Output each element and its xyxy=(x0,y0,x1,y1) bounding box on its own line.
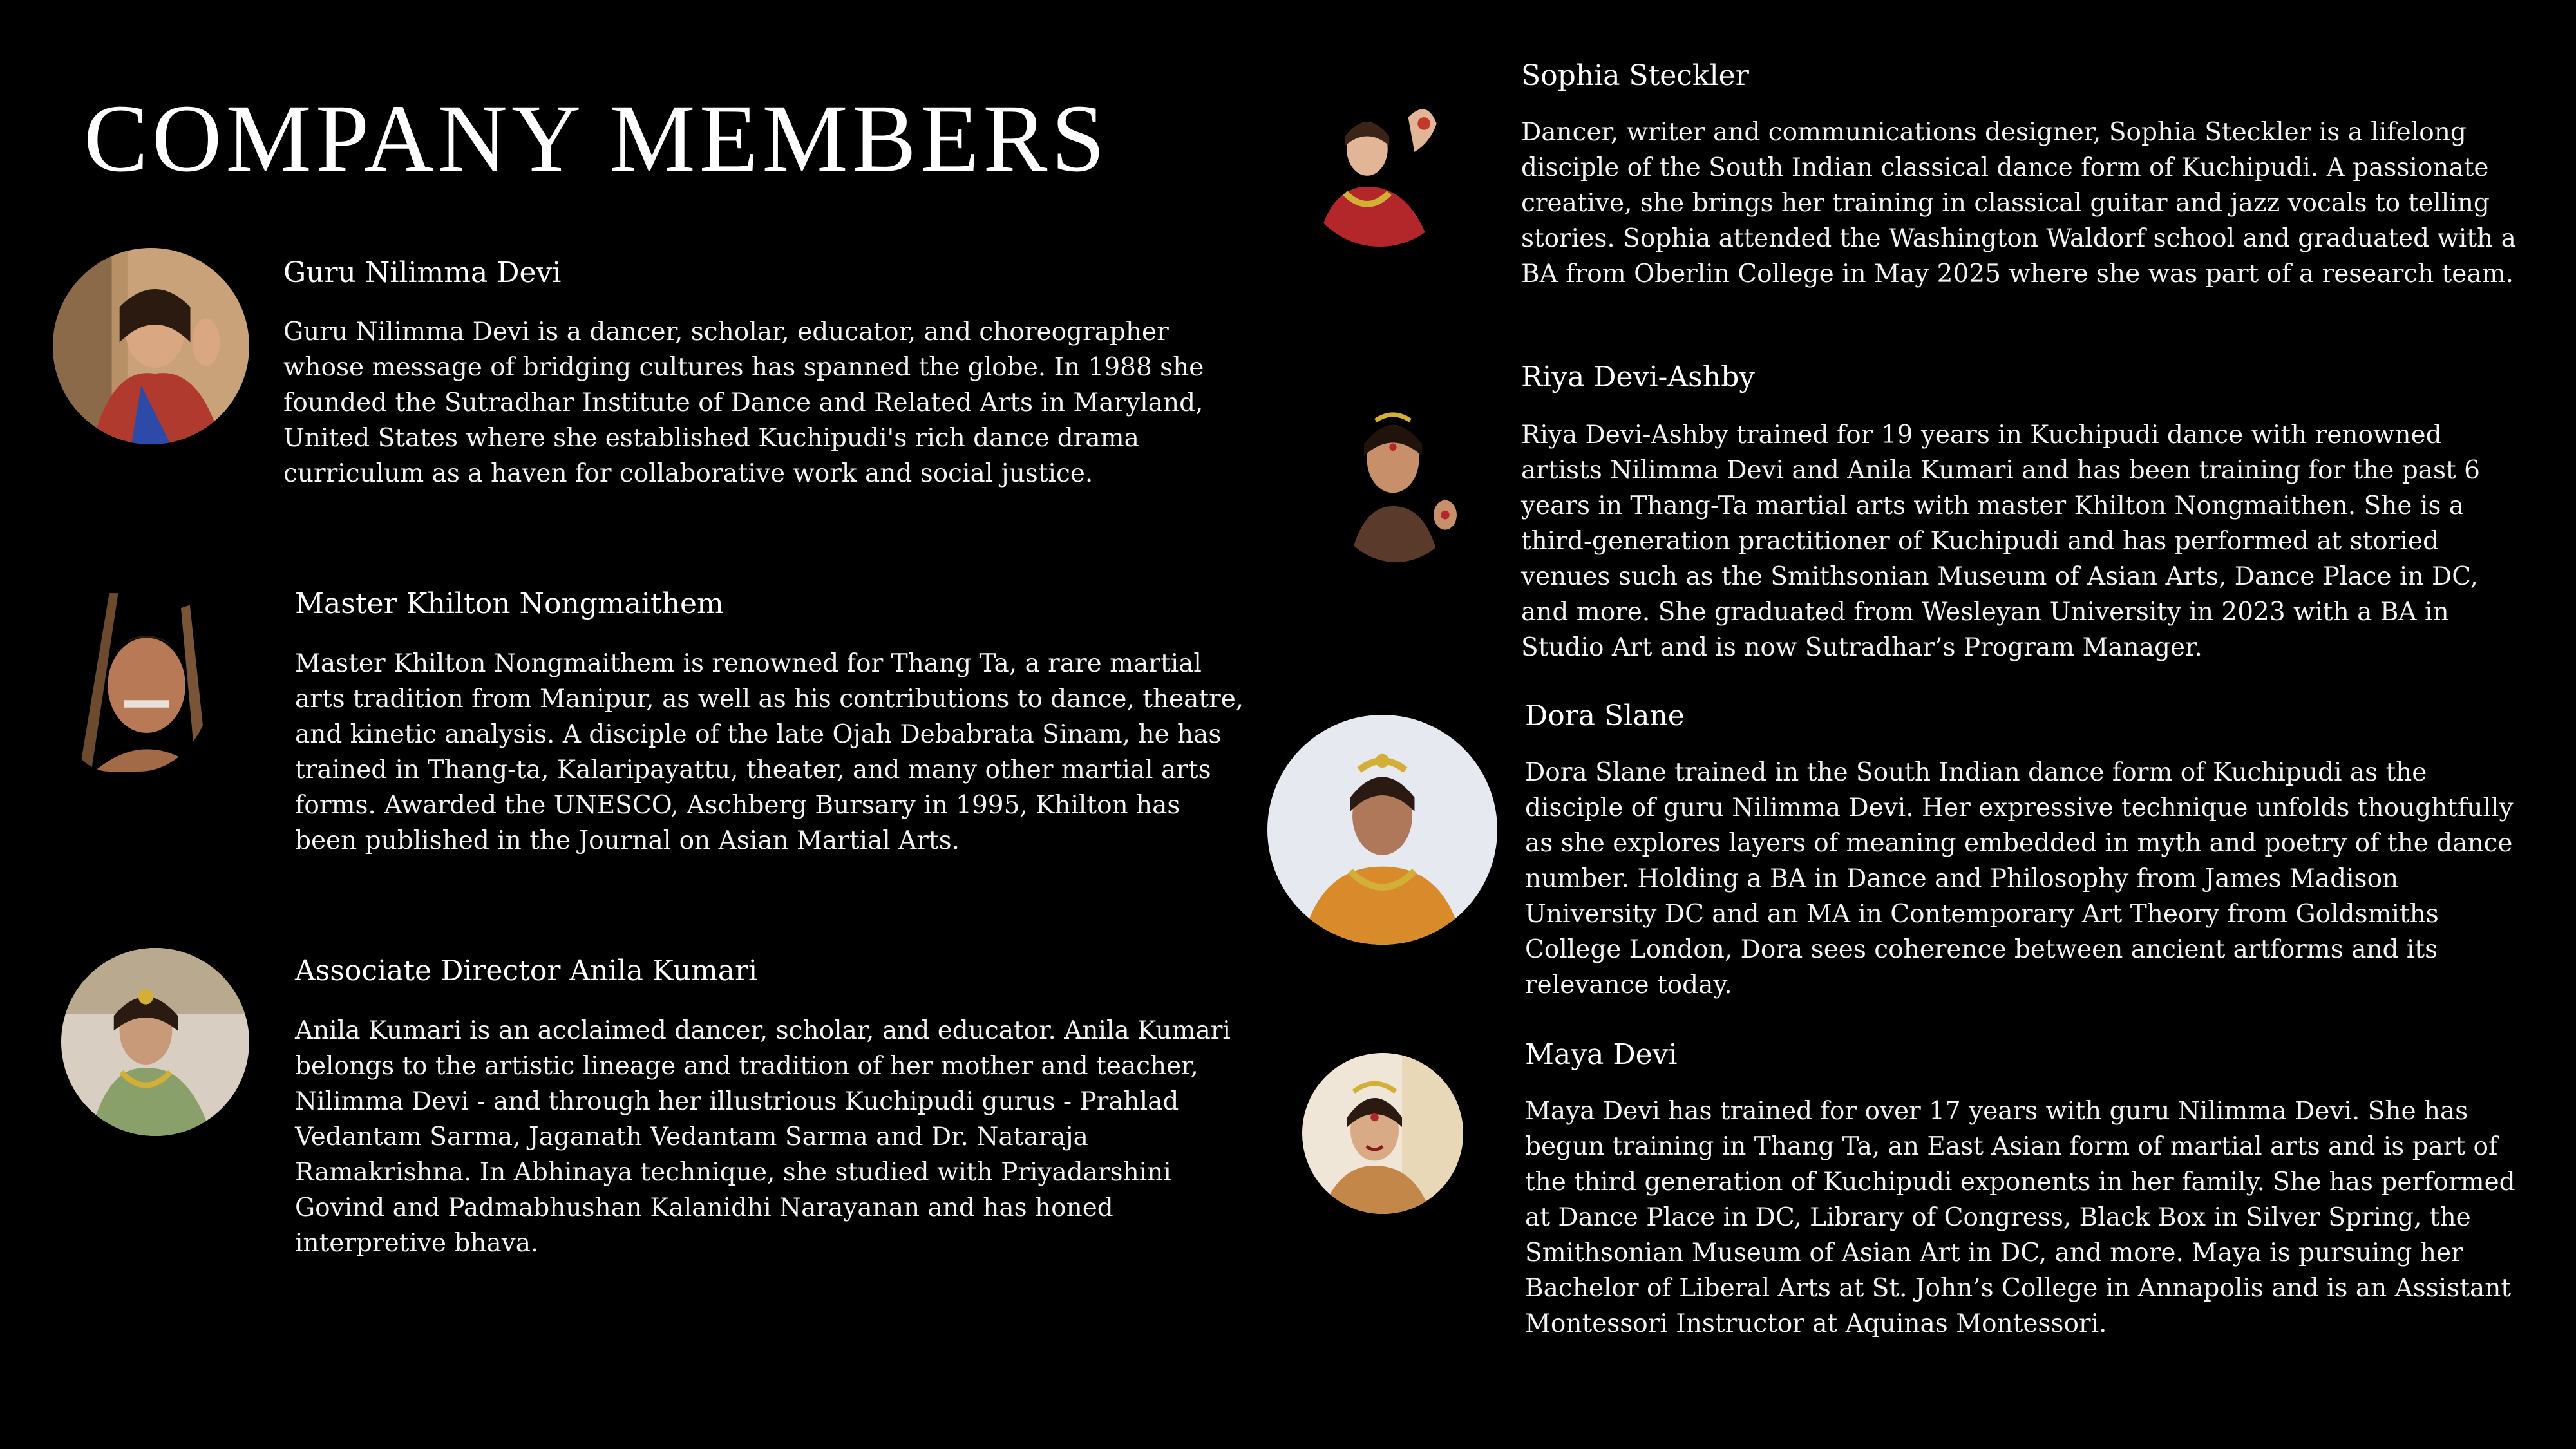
member-photo-sophia xyxy=(1301,89,1459,247)
page-title: COMPANY MEMBERS xyxy=(84,85,1109,192)
member-bio-anila: Anila Kumari is an acclaimed dancer, scholar, and educator. Anila Kumari belongs to the artistic lineage and tradition of her mother and teacher, Nilimma Devi - and through her illustrious Kuchipudi gurus - Prahlad Vedantam Sarma, Jaganath Vedantam Sarma and Dr. Nataraja Ramakrishna. In Abhinaya technique, she studied with Priyadarshini Govind and Padmabhushan Kalanidhi Narayanan and has honed interpretive bhava. xyxy=(295,1016,1231,1258)
member-bio-khilton: Master Khilton Nongmaithem is renowned for Thang Ta, a rare martial arts tradition from Manipur, as well as his contributions to dance, theatre, and kinetic analysis. A disciple of the late Ojah Debabrata Sinam, he has trained in Thang-ta, Kalaripayattu, theater, and many other martial arts forms. Awarded the UNESCO, Aschberg Bursary in 1995, Khilton has been published in the Journal on Asian Martial Arts. xyxy=(295,649,1244,855)
member-photo-nilimma xyxy=(53,248,249,444)
portrait-dancer-photo-icon xyxy=(53,248,249,444)
portrait-dancer-photo-icon xyxy=(61,948,249,1136)
member-bio-riya: Riya Devi-Ashby trained for 19 years in Kuchipudi dance with renowned artists Nilimma Devi and Anila Kumari and has been training for the past 6 years in Thang-Ta martial arts with master Khilton Nongmaithen. She is a third-generation practitioner of Kuchipudi and has performed at storied venues such as the Smithsonian Museum of Asian Arts, Dance Place in DC, and more. She graduated from Wesleyan University in 2023 with a BA in Studio Art and is now Sutradhar’s Program Manager. xyxy=(1521,421,2480,662)
portrait-dancer-photo-icon xyxy=(1301,89,1459,247)
member-bio-maya: Maya Devi has trained for over 17 years with guru Nilimma Devi. She has begun training in Thang Ta, an East Asian form of martial arts and is part of the third generation of Kuchipudi exponents in her family. She has performed at Dance Place in DC, Library of Congress, Black Box in Silver Spring, the Smithsonian Museum of Asian Art in DC, and more. Maya is pursuing her Bachelor of Liberal Arts at St. John’s College in Annapolis and is an Assistant Montessori Instructor at Aquinas Montessori. xyxy=(1525,1097,2515,1338)
member-photo-khilton xyxy=(64,578,214,772)
member-name-nilimma: Guru Nilimma Devi xyxy=(283,256,562,289)
portrait-martial-artist-photo-icon xyxy=(64,578,214,772)
member-name-sophia: Sophia Steckler xyxy=(1521,59,1749,92)
member-photo-maya xyxy=(1302,1053,1463,1214)
member-name-anila: Associate Director Anila Kumari xyxy=(295,954,758,987)
portrait-dancer-photo-icon xyxy=(1267,715,1497,945)
member-bio-sophia: Dancer, writer and communications designer, Sophia Steckler is a lifelong disciple of the South Indian classical dance form of Kuchipudi. A passionate creative, she brings her training in classical guitar and jazz vocals to telling stories. Sophia attended the Washington Waldorf school and graduated with a BA from Oberlin College in May 2025 where she was part of a research team. xyxy=(1521,118,2516,289)
member-bio-dora: Dora Slane trained in the South Indian dance form of Kuchipudi as the disciple of guru Nilimma Devi. Her expressive technique unfolds thoughtfully as she explores layers of meaning embedded in myth and poetry of the dance number. Holding a BA in Dance and Philosophy from James Madison University DC and an MA in Contemporary Art Theory from Goldsmiths College London, Dora sees coherence between ancient artforms and its relevance today. xyxy=(1525,758,2514,999)
member-name-khilton: Master Khilton Nongmaithem xyxy=(295,587,724,620)
member-photo-riya xyxy=(1323,385,1468,562)
member-photo-anila xyxy=(61,948,249,1136)
member-photo-dora xyxy=(1267,715,1497,945)
member-bio-nilimma: Guru Nilimma Devi is a dancer, scholar, educator, and choreographer whose message of bridging cultures has spanned the globe. In 1988 she founded the Sutradhar Institute of Dance and Related Arts in Maryland, United States where she established Kuchipudi's rich dance drama curriculum as a haven for collaborative work and social justice. xyxy=(283,317,1204,488)
member-name-dora: Dora Slane xyxy=(1525,699,1685,732)
member-name-riya: Riya Devi-Ashby xyxy=(1521,361,1756,393)
member-name-maya: Maya Devi xyxy=(1525,1038,1678,1071)
portrait-dancer-photo-icon xyxy=(1323,385,1468,562)
portrait-dancer-photo-icon xyxy=(1302,1053,1463,1214)
